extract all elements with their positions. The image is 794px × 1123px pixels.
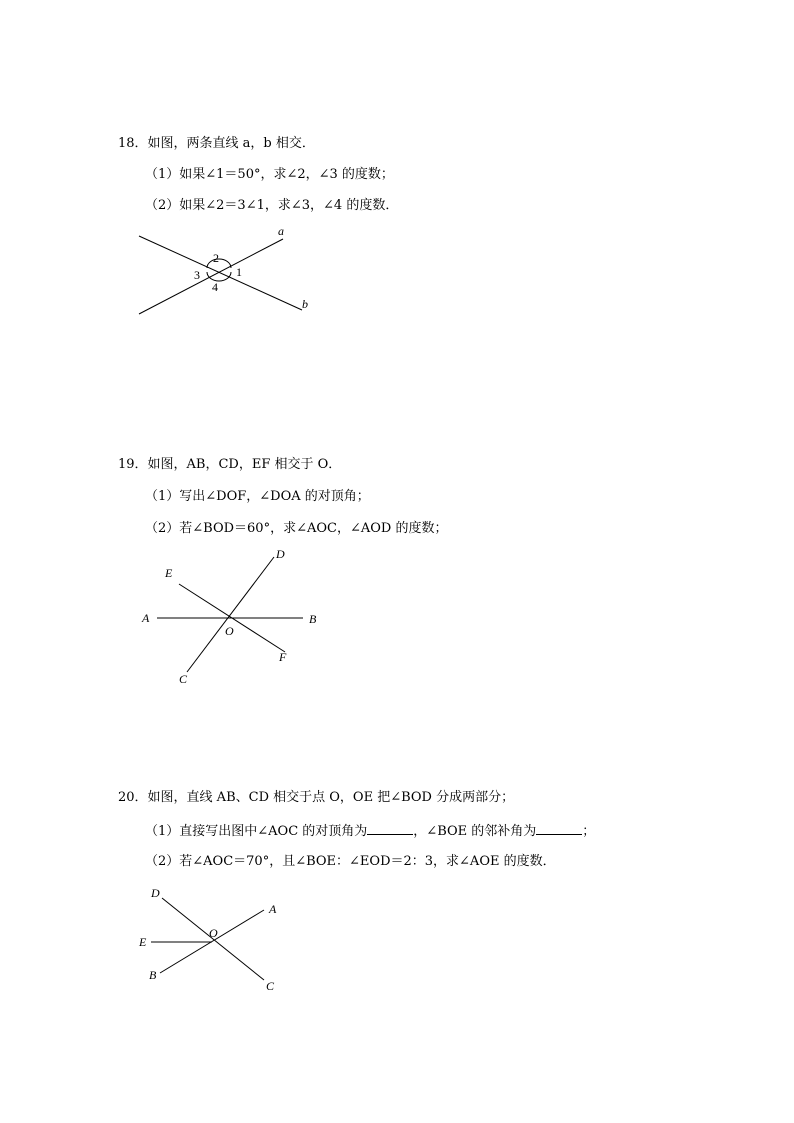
label-O: O xyxy=(225,624,234,638)
q20-part1-text-c: ； xyxy=(582,824,596,839)
label-b: b xyxy=(302,297,308,311)
q18-figure xyxy=(139,236,302,314)
answer-blank-2[interactable] xyxy=(536,822,582,835)
answer-blank-1[interactable] xyxy=(367,822,413,835)
line-cd xyxy=(187,557,274,672)
q19-part1: （1）写出∠DOF，∠DOA 的对顶角； xyxy=(145,489,370,504)
label-F: F xyxy=(279,650,287,664)
angle-label-2: 2 xyxy=(213,251,219,265)
label-B: B xyxy=(149,968,157,982)
label-D: D xyxy=(151,886,160,900)
label-a: a xyxy=(278,224,284,238)
q18-part2: （2）如果∠2＝3∠1，求∠3，∠4 的度数． xyxy=(145,198,399,213)
angle-arc-upper xyxy=(207,259,231,268)
q18-stem: 18．如图，两条直线 a，b 相交． xyxy=(118,136,315,151)
label-C: C xyxy=(266,979,275,993)
line-b xyxy=(139,236,302,310)
label-A: A xyxy=(269,902,277,916)
label-E: E xyxy=(165,566,173,580)
q20-part1-text-b: ，∠BOE 的邻补角为 xyxy=(413,824,537,839)
label-E: E xyxy=(139,935,147,949)
q20-figure xyxy=(151,898,264,980)
q20-part2: （2）若∠AOC＝70°，且∠BOE：∠EOD＝2：3，求∠AOE 的度数． xyxy=(145,854,556,869)
line-a xyxy=(139,239,283,314)
q19-part2: （2）若∠BOD＝60°，求∠AOC，∠AOD 的度数； xyxy=(145,521,448,536)
label-A: A xyxy=(142,611,150,625)
angle-label-1: 1 xyxy=(236,265,242,279)
label-B: B xyxy=(309,612,317,626)
label-O: O xyxy=(209,926,218,940)
q20-part1-text-a: （1）直接写出图中∠AOC 的对顶角为 xyxy=(145,824,368,839)
q19-stem: 19．如图，AB，CD，EF 相交于 O． xyxy=(118,457,342,472)
q20-part1 xyxy=(145,822,595,840)
angle-label-4: 4 xyxy=(212,280,218,294)
q20-stem: 20．如图，直线 AB、CD 相交于点 O，OE 把∠BOD 分成两部分； xyxy=(118,790,515,805)
label-C: C xyxy=(179,672,188,686)
q18-part1: （1）如果∠1＝50°，求∠2，∠3 的度数； xyxy=(145,167,394,182)
angle-label-3: 3 xyxy=(194,268,200,282)
label-D: D xyxy=(276,547,285,561)
